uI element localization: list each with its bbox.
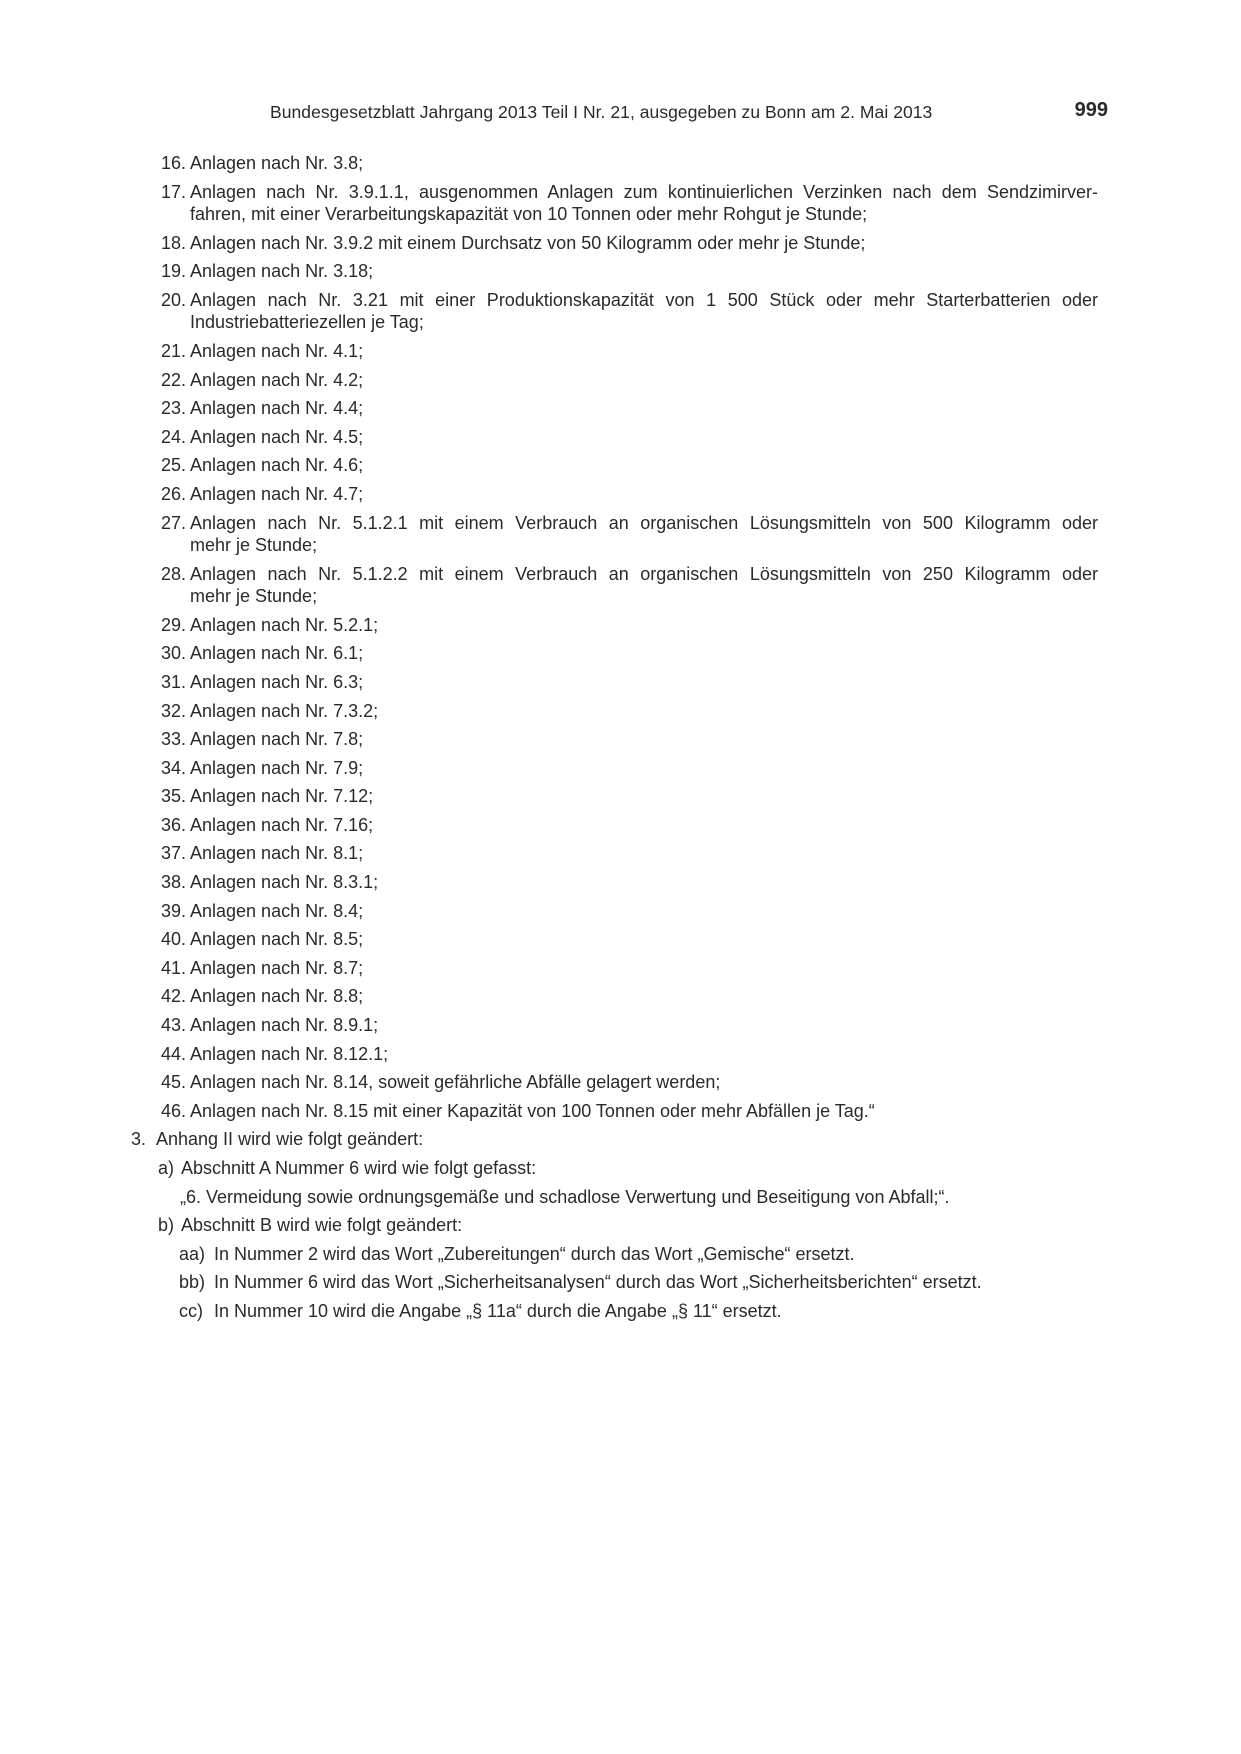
list-item-text: Anlagen nach Nr. 8.14, soweit gefährliche Abfälle gelagert werden; (190, 1072, 721, 1093)
list-item (160, 757, 1098, 780)
subsection-b (158, 1214, 1241, 1237)
list-item-number: 27. (160, 512, 186, 533)
list-item-text: Anlagen nach Nr. 3.9.2 mit einem Durchsatz von 50 Kilogramm oder mehr je Stunde; (190, 232, 866, 253)
document-body (0, 152, 1241, 1329)
list-item-number: 25. (160, 455, 186, 476)
sub-item-aa (179, 1243, 1241, 1266)
list-item-text-line: mehr je Stunde; (190, 586, 318, 607)
list-item-number: 45. (160, 1072, 186, 1093)
page-number: 999 (1074, 99, 1108, 121)
sub-item-label: aa) (179, 1243, 206, 1264)
numbered-item-list (0, 152, 1241, 1122)
list-item (160, 1014, 1098, 1037)
subsection-letter: a) (158, 1158, 175, 1178)
list-item-number: 33. (160, 729, 186, 750)
list-item (160, 700, 1098, 723)
sub-item-text: In Nummer 6 wird das Wort „Sicherheitsanalysen“ durch das Wort „Sicherheitsberichten“ ersetzt. (214, 1272, 982, 1293)
list-item (160, 289, 1098, 334)
quoted-amendment: „6. Vermeidung sowie ordnungsgemäße und schadlose Verwertung und Beseitigung von Abfall;“. (180, 1186, 950, 1207)
list-item (160, 642, 1098, 665)
list-item (160, 397, 1098, 420)
list-item-number: 30. (160, 643, 186, 664)
list-item-number: 20. (160, 289, 186, 310)
list-item-number: 29. (160, 614, 186, 635)
list-item-text-line: Anlagen nach Nr. 3.21 mit einer Produktionskapazität von 1 500 Stück oder mehr Starterbatterien oder (190, 289, 1098, 310)
list-item-number: 32. (160, 700, 186, 721)
subsection-text: Abschnitt A Nummer 6 wird wie folgt gefasst: (181, 1158, 537, 1178)
list-item-number: 26. (160, 483, 186, 504)
list-item-text: Anlagen nach Nr. 4.7; (190, 483, 364, 504)
list-item-text: Anlagen nach Nr. 4.5; (190, 426, 364, 447)
list-item-number: 22. (160, 369, 186, 390)
sub-item-text: In Nummer 2 wird das Wort „Zubereitungen“ durch das Wort „Gemische“ ersetzt. (214, 1243, 855, 1264)
sub-item-text: In Nummer 10 wird die Angabe „§ 11a“ durch die Angabe „§ 11“ ersetzt. (214, 1300, 782, 1321)
list-item (160, 614, 1098, 637)
list-item (160, 232, 1098, 255)
list-item (160, 900, 1098, 923)
list-item-number: 21. (160, 340, 186, 361)
list-item (160, 671, 1098, 694)
list-item-text: Anlagen nach Nr. 8.3.1; (190, 872, 379, 893)
list-item-text: Anlagen nach Nr. 8.8; (190, 986, 364, 1007)
list-item-number: 44. (160, 1043, 186, 1064)
sub-item-label: cc) (179, 1300, 203, 1321)
list-item-text-line: Anlagen nach Nr. 5.1.2.1 mit einem Verbrauch an organischen Lösungsmitteln von 500 Kilogramm oder (190, 512, 1098, 533)
section-text: Anhang II wird wie folgt geändert: (156, 1129, 424, 1150)
list-item (160, 1043, 1098, 1066)
list-item-text: Anlagen nach Nr. 7.3.2; (190, 700, 379, 721)
list-item (160, 814, 1098, 837)
list-item-text: Anlagen nach Nr. 8.15 mit einer Kapazität von 100 Tonnen oder mehr Abfällen je Tag.“ (190, 1100, 875, 1121)
list-item (160, 181, 1098, 226)
subsection-letter: b) (158, 1215, 175, 1236)
list-item-text: Anlagen nach Nr. 8.12.1; (190, 1043, 389, 1064)
list-item-number: 41. (160, 957, 186, 978)
list-item-number: 28. (160, 563, 186, 584)
list-item-text: Anlagen nach Nr. 3.8; (190, 153, 364, 173)
sub-item-cc (179, 1300, 1241, 1323)
list-item-number: 35. (160, 786, 186, 807)
sub-item-label: bb) (179, 1272, 206, 1293)
list-item-text: Anlagen nach Nr. 8.1; (190, 843, 364, 864)
list-item (160, 426, 1098, 449)
list-item-text: Anlagen nach Nr. 8.9.1; (190, 1015, 379, 1036)
list-item (160, 152, 1098, 175)
list-item-text-line: Anlagen nach Nr. 5.1.2.2 mit einem Verbrauch an organischen Lösungsmitteln von 250 Kilogramm oder (190, 563, 1098, 584)
list-item (160, 928, 1098, 951)
list-item-text: Anlagen nach Nr. 7.8; (190, 729, 364, 750)
list-item-text-line: mehr je Stunde; (190, 535, 318, 556)
list-item-number: 18. (160, 232, 186, 253)
subsection-text: Abschnitt B wird wie folgt geändert: (181, 1215, 463, 1236)
list-item-text: Anlagen nach Nr. 8.7; (190, 957, 364, 978)
list-item (160, 957, 1098, 980)
list-item-text: Anlagen nach Nr. 8.4; (190, 900, 364, 921)
list-item-number: 17. (160, 181, 186, 202)
list-item-text-line: Anlagen nach Nr. 3.9.1.1, ausgenommen Anlagen zum kontinuierlichen Verzinken nach dem Sendzimirver- (190, 181, 1098, 202)
list-item (160, 454, 1098, 477)
list-item-text: Anlagen nach Nr. 5.2.1; (190, 614, 379, 635)
list-item-text: Anlagen nach Nr. 8.5; (190, 929, 364, 950)
list-item-number: 31. (160, 671, 186, 692)
list-item-text: Anlagen nach Nr. 4.2; (190, 369, 364, 390)
list-item-text-line: fahren, mit einer Verarbeitungskapazität von 10 Tonnen oder mehr Rohgut je Stunde; (190, 204, 868, 225)
list-item-number: 38. (160, 872, 186, 893)
list-item-number: 43. (160, 1015, 186, 1036)
list-item-number: 19. (160, 261, 186, 282)
list-item-number: 34. (160, 757, 186, 778)
list-item-number: 16. (160, 153, 186, 173)
list-item (160, 1100, 1098, 1123)
list-item-number: 42. (160, 986, 186, 1007)
list-item-text: Anlagen nach Nr. 7.16; (190, 814, 374, 835)
list-item (160, 369, 1098, 392)
list-item (160, 1071, 1098, 1094)
list-item-text: Anlagen nach Nr. 7.12; (190, 786, 374, 807)
list-item (160, 483, 1098, 506)
sub-item-bb (179, 1271, 1241, 1294)
list-item-number: 23. (160, 398, 186, 419)
page-header-title: Bundesgesetzblatt Jahrgang 2013 Teil I Nr. 21, ausgegeben zu Bonn am 2. Mai 2013 (270, 102, 933, 122)
list-item-text: Anlagen nach Nr. 4.4; (190, 398, 364, 419)
list-item-text: Anlagen nach Nr. 7.9; (190, 757, 364, 778)
list-item (160, 728, 1098, 751)
list-item (160, 260, 1098, 283)
list-item-number: 36. (160, 814, 186, 835)
section-number: 3. (131, 1129, 147, 1150)
list-item-text: Anlagen nach Nr. 3.18; (190, 261, 374, 282)
list-item (160, 871, 1098, 894)
list-item-text-line: Industriebatteriezellen je Tag; (190, 312, 424, 333)
list-item-text: Anlagen nach Nr. 6.3; (190, 671, 364, 692)
list-item-number: 46. (160, 1100, 186, 1121)
list-item-number: 39. (160, 900, 186, 921)
list-item-text: Anlagen nach Nr. 4.1; (190, 340, 364, 361)
list-item-text: Anlagen nach Nr. 4.6; (190, 455, 364, 476)
list-item (160, 512, 1098, 557)
section-3 (131, 1128, 1241, 1151)
list-item (160, 985, 1098, 1008)
list-item-number: 24. (160, 426, 186, 447)
subsection-a (158, 1157, 1241, 1180)
list-item (160, 563, 1098, 608)
list-item-number: 37. (160, 843, 186, 864)
list-item (160, 785, 1098, 808)
list-item-text: Anlagen nach Nr. 6.1; (190, 643, 364, 664)
list-item-number: 40. (160, 929, 186, 950)
list-item (160, 842, 1098, 865)
list-item (160, 340, 1098, 363)
